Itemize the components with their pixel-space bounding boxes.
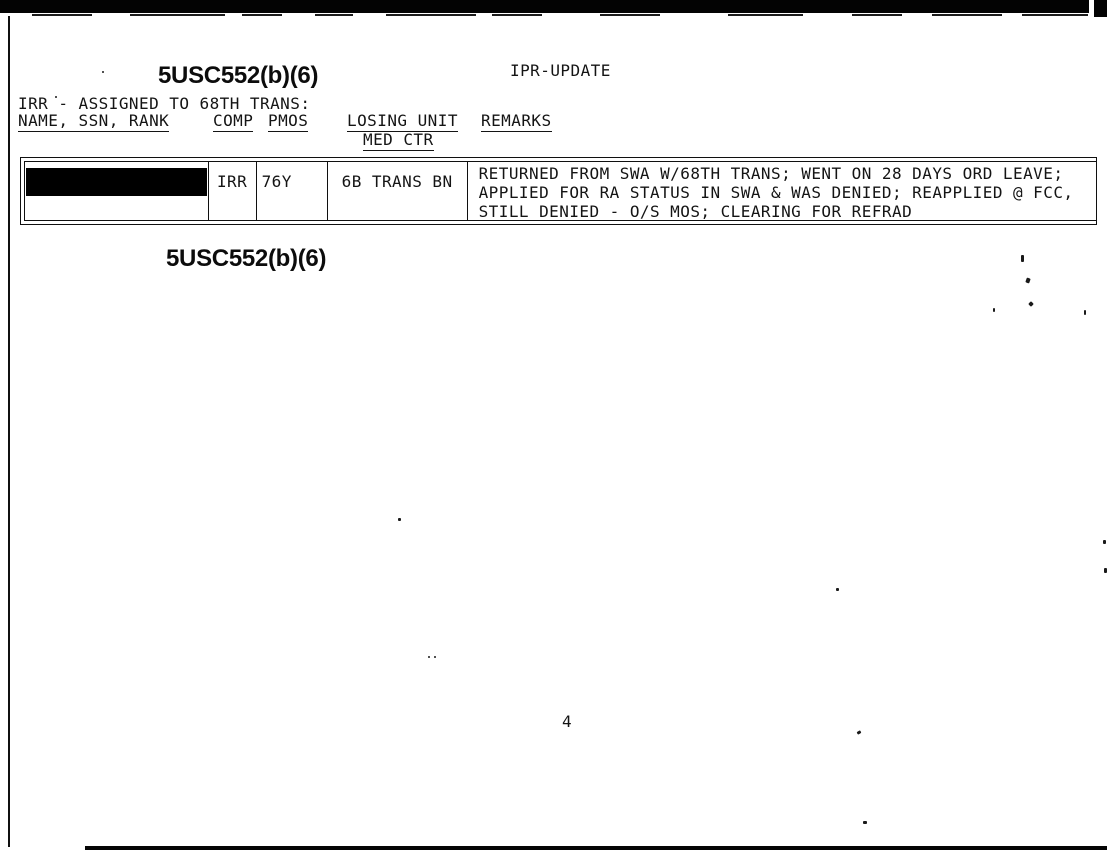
- scan-speck: [993, 308, 995, 312]
- scan-noise-line: [386, 14, 476, 16]
- scan-noise-line: [932, 14, 1002, 16]
- section-title: IRR - ASSIGNED TO 68TH TRANS:: [18, 94, 311, 113]
- scan-speck: [434, 656, 436, 658]
- remarks-line: APPLIED FOR RA STATUS IN SWA & WAS DENIED; REAPPLIED @ FCC,: [478, 182, 1074, 202]
- cell-remarks: [468, 162, 1096, 221]
- page-header: IPR-UPDATE: [510, 61, 611, 80]
- scan-noise-line: [492, 14, 542, 16]
- scan-noise-line: [1022, 14, 1088, 16]
- column-header-remarks: REMARKS: [481, 111, 552, 130]
- scan-bar-top-right: [1094, 0, 1107, 17]
- scan-bar-top: [0, 0, 1089, 13]
- scan-speck: [863, 821, 867, 824]
- scan-speck: [1025, 277, 1030, 283]
- cell-comp: IRR: [209, 162, 257, 221]
- scan-speck: [1103, 540, 1106, 544]
- scan-noise-line: [600, 14, 660, 16]
- scan-edge-left: [8, 16, 10, 847]
- page-number: 4: [562, 712, 573, 731]
- scan-noise-line: [242, 14, 282, 16]
- column-header-losing-unit: LOSING UNIT: [347, 111, 458, 130]
- scan-speck: [1084, 310, 1086, 315]
- personnel-table: [20, 157, 1097, 225]
- remarks-line: STILL DENIED - O/S MOS; CLEARING FOR REFRAD: [478, 201, 913, 221]
- column-header-name: NAME, SSN, RANK: [18, 111, 170, 130]
- column-header-comp: COMP: [213, 111, 254, 130]
- table-row: [24, 161, 1096, 222]
- scan-speck: [1028, 301, 1034, 307]
- scan-noise-line: [852, 14, 902, 16]
- scan-noise-line: [32, 14, 92, 16]
- redaction-stamp-bottom: 5USC552(b)(6): [166, 245, 327, 272]
- scan-noise-line: [130, 14, 225, 16]
- scan-speck: [428, 656, 430, 658]
- cell-name: [25, 162, 209, 221]
- scan-bar-bottom: [85, 846, 1107, 850]
- redaction-box: [26, 168, 207, 196]
- scan-speck: [398, 518, 401, 521]
- scan-noise-line: [315, 14, 353, 16]
- scan-speck: [836, 588, 839, 591]
- scan-speck: [1021, 255, 1024, 262]
- cell-losing-unit: 6B TRANS BN: [328, 162, 468, 221]
- redaction-stamp-top: 5USC552(b)(6): [158, 62, 319, 89]
- scan-speck: [102, 71, 104, 73]
- column-header-pmos: PMOS: [268, 111, 309, 130]
- cell-pmos: 76Y: [257, 162, 328, 221]
- scan-speck: [857, 730, 862, 735]
- scan-noise-line: [728, 14, 803, 16]
- remarks-line: RETURNED FROM SWA W/68TH TRANS; WENT ON 28 DAYS ORD LEAVE;: [478, 163, 1064, 183]
- column-header-med-ctr: MED CTR: [363, 130, 434, 149]
